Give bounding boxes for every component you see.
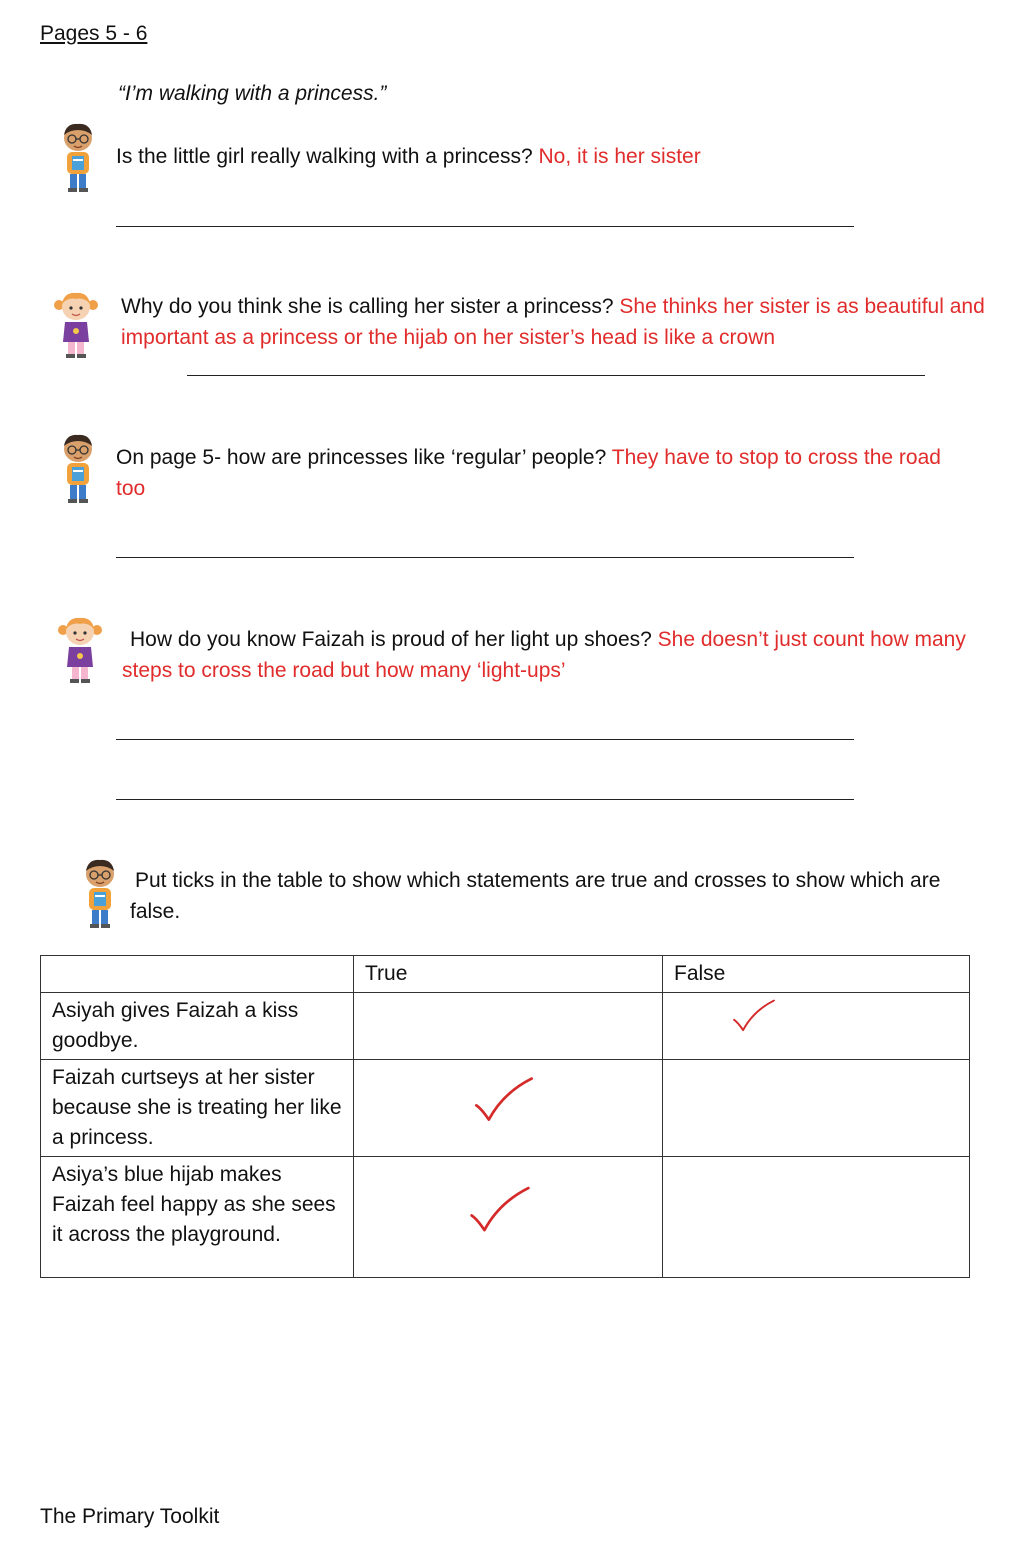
answer-line <box>187 375 925 376</box>
tick-mark-icon <box>468 1181 532 1239</box>
question-4-text: How do you know Faizah is proud of her light up shoes? <box>130 628 652 651</box>
footer-brand: The Primary Toolkit <box>40 1505 220 1528</box>
question-2-text: Why do you think she is calling her sister a princess? <box>121 295 614 318</box>
statement-cell: Faizah curtseys at her sister because she is treating her like a princess. <box>41 1060 354 1157</box>
question-1 <box>116 141 996 172</box>
table-instruction <box>130 865 990 927</box>
answer-line <box>116 799 854 800</box>
false-cell[interactable] <box>663 1060 970 1157</box>
true-cell[interactable] <box>354 1060 663 1157</box>
boy-reading-icon <box>56 433 100 507</box>
book-quote: “I’m walking with a princess.” <box>118 82 387 105</box>
true-false-table <box>40 955 970 1278</box>
boy-reading-icon <box>78 858 122 932</box>
tick-mark-icon <box>472 1075 536 1125</box>
question-4 <box>122 624 992 686</box>
question-3-text: On page 5- how are princesses like ‘regular’ people? <box>116 446 607 469</box>
table-header-statement <box>41 956 354 993</box>
true-cell[interactable] <box>354 1157 663 1278</box>
question-2 <box>121 291 1001 353</box>
answer-line <box>116 226 854 227</box>
true-cell[interactable] <box>354 993 663 1060</box>
boy-reading-icon <box>56 122 100 196</box>
tick-mark-icon <box>731 998 777 1034</box>
page-heading: Pages 5 - 6 <box>40 22 148 45</box>
question-1-answer: No, it is her sister <box>538 145 701 168</box>
statement-cell: Asiyah gives Faizah a kiss goodbye. <box>41 993 354 1060</box>
table-header-false: False <box>663 956 970 993</box>
question-3 <box>116 442 966 504</box>
statement-cell: Asiya’s blue hijab makes Faizah feel happy as she sees it across the playground. <box>41 1157 354 1278</box>
table-row <box>41 1060 970 1157</box>
table-header-true: True <box>354 956 663 993</box>
answer-line <box>116 557 854 558</box>
table-row <box>41 1157 970 1278</box>
girl-pigtails-icon <box>58 615 102 689</box>
false-cell[interactable] <box>663 1157 970 1278</box>
answer-line <box>116 739 854 740</box>
table-row <box>41 993 970 1060</box>
false-cell[interactable] <box>663 993 970 1060</box>
question-3-answer: They have to stop to cross the road too <box>116 446 941 500</box>
question-2-answer: She thinks her sister is as beautiful and important as a princess or the hijab on her sister’s head is like a crown <box>121 295 985 349</box>
question-1-text: Is the little girl really walking with a princess? <box>116 145 533 168</box>
instruction-text: Put ticks in the table to show which statements are true and crosses to show which are false. <box>130 869 941 923</box>
table-header-row <box>41 956 970 993</box>
question-4-answer: She doesn’t just count how many steps to cross the road but how many ‘light-ups’ <box>122 628 966 682</box>
girl-pigtails-icon <box>54 290 98 364</box>
